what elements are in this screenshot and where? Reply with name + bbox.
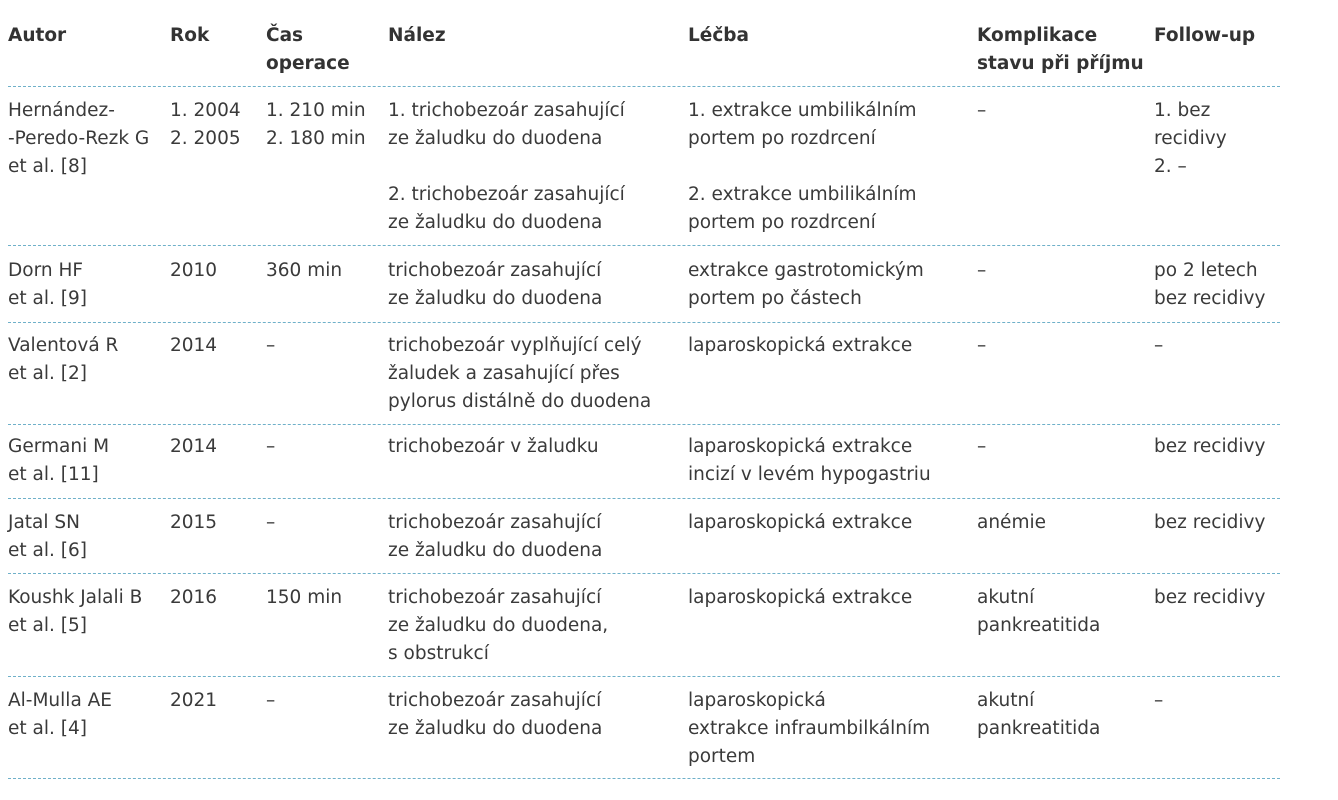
- cell-line: akutní: [977, 587, 1035, 608]
- cell-line: recidivy: [1154, 128, 1227, 149]
- treatment-cell: laparoskopická extrakce: [688, 512, 913, 533]
- time-cell: –: [266, 436, 276, 457]
- row-divider: [8, 573, 1280, 574]
- header-finding: Nález: [388, 25, 446, 46]
- cell-line: et al. [4]: [8, 718, 87, 739]
- cell-line: ze žaludku do duodena: [388, 718, 603, 739]
- year-cell: 2021: [170, 690, 218, 711]
- followup-cell: bez recidivy: [1154, 436, 1266, 457]
- cell-line: Valentová R: [8, 335, 119, 356]
- cell-line: 1. bez: [1154, 100, 1211, 121]
- header-complications-line: stavu při příjmu: [977, 53, 1144, 74]
- cell-line: pankreatitida: [977, 718, 1101, 739]
- cell-line: et al. [2]: [8, 363, 87, 384]
- row-divider: [8, 424, 1280, 425]
- complications-cell: –: [977, 100, 987, 121]
- followup-cell: bez recidivy: [1154, 587, 1266, 608]
- cell-line: et al. [6]: [8, 540, 87, 561]
- header-time-line: operace: [266, 53, 350, 74]
- cell-line: trichobezoár zasahující: [388, 512, 602, 533]
- cell-line: pylorus distálně do duodena: [388, 391, 652, 412]
- year-cell: 2014: [170, 436, 218, 457]
- cell-spacer: [688, 153, 917, 181]
- cell-line: et al. [11]: [8, 464, 99, 485]
- finding-cell: [388, 509, 602, 565]
- complications-cell: –: [977, 436, 987, 457]
- followup-cell: –: [1154, 690, 1164, 711]
- cell-line: Koushk Jalali B: [8, 587, 143, 608]
- author-cell: [8, 584, 142, 640]
- cell-line: 2. extrakce umbilikálním: [688, 184, 917, 205]
- followup-cell: [1154, 257, 1265, 313]
- followup-cell: [1154, 97, 1227, 181]
- cell-line: 2. –: [1154, 156, 1187, 177]
- cell-line: trichobezoár zasahující: [388, 260, 602, 281]
- cell-line: pankreatitida: [977, 615, 1101, 636]
- cell-line: -Peredo-Rezk G: [8, 128, 150, 149]
- cell-line: ze žaludku do duodena,: [388, 615, 609, 636]
- treatment-cell: laparoskopická extrakce: [688, 335, 913, 356]
- cell-line: trichobezoár vyplňující celý: [388, 335, 642, 356]
- cell-line: portem po rozdrcení: [688, 128, 876, 149]
- time-cell: 360 min: [266, 260, 343, 281]
- cell-line: extrakce gastrotomickým: [688, 260, 924, 281]
- cell-line: 2. 180 min: [266, 128, 366, 149]
- header-complications: [977, 22, 1144, 78]
- cell-line: ze žaludku do duodena: [388, 288, 603, 309]
- cell-line: 1. 210 min: [266, 100, 366, 121]
- finding-cell: [388, 97, 625, 237]
- cell-line: 1. trichobezoár zasahující: [388, 100, 625, 121]
- cell-line: Jatal SN: [8, 512, 80, 533]
- treatment-cell: [688, 97, 917, 237]
- cell-line: et al. [9]: [8, 288, 87, 309]
- cell-line: trichobezoár zasahující: [388, 690, 602, 711]
- time-cell: 150 min: [266, 587, 343, 608]
- complications-cell: [977, 584, 1100, 640]
- cell-line: laparoskopická: [688, 690, 826, 711]
- time-cell: –: [266, 335, 276, 356]
- complications-cell: –: [977, 260, 987, 281]
- cell-line: 2. 2005: [170, 128, 241, 149]
- cell-line: ze žaludku do duodena: [388, 128, 603, 149]
- cell-line: žaludek a zasahující přes: [388, 363, 620, 384]
- finding-cell: [388, 584, 608, 668]
- cell-line: portem po částech: [688, 288, 862, 309]
- row-divider: [8, 498, 1280, 499]
- row-divider: [8, 778, 1280, 779]
- header-author: Autor: [8, 25, 67, 46]
- time-cell: –: [266, 690, 276, 711]
- author-cell: [8, 97, 149, 181]
- complications-cell: anémie: [977, 512, 1046, 533]
- cell-line: Dorn HF: [8, 260, 84, 281]
- author-cell: [8, 509, 87, 565]
- cell-line: ze žaludku do duodena: [388, 212, 603, 233]
- cell-line: akutní: [977, 690, 1035, 711]
- cell-line: et al. [8]: [8, 156, 87, 177]
- header-complications-line: Komplikace: [977, 25, 1098, 46]
- finding-cell: [388, 332, 651, 416]
- treatment-cell: [688, 257, 924, 313]
- complications-cell: [977, 687, 1100, 743]
- cell-line: 1. extrakce umbilikálním: [688, 100, 917, 121]
- finding-cell: trichobezoár v žaludku: [388, 436, 599, 457]
- year-cell: 2015: [170, 512, 218, 533]
- author-cell: [8, 332, 118, 388]
- finding-cell: [388, 687, 602, 743]
- header-time: [266, 22, 350, 78]
- year-cell: 2014: [170, 335, 218, 356]
- finding-cell: [388, 257, 602, 313]
- cell-line: Germani M: [8, 436, 110, 457]
- year-cell: 2010: [170, 260, 218, 281]
- cell-line: Hernández-: [8, 100, 115, 121]
- cell-spacer: [388, 153, 625, 181]
- cell-line: s obstrukcí: [388, 643, 489, 664]
- cell-line: ze žaludku do duodena: [388, 540, 603, 561]
- cell-line: Al-Mulla AE: [8, 690, 112, 711]
- header-followup: Follow-up: [1154, 25, 1256, 46]
- treatment-cell: [688, 687, 930, 771]
- cell-line: extrakce infraumbilkálním: [688, 718, 931, 739]
- treatment-cell: [688, 433, 931, 489]
- cell-line: portem po rozdrcení: [688, 212, 876, 233]
- time-cell: [266, 97, 366, 153]
- time-cell: –: [266, 512, 276, 533]
- header-time-line: Čas: [266, 25, 304, 46]
- author-cell: [8, 687, 112, 743]
- complications-cell: –: [977, 335, 987, 356]
- header-treatment: Léčba: [688, 25, 750, 46]
- row-divider: [8, 86, 1280, 87]
- author-cell: [8, 257, 87, 313]
- treatment-cell: laparoskopická extrakce: [688, 587, 913, 608]
- cell-line: et al. [5]: [8, 615, 87, 636]
- author-cell: [8, 433, 109, 489]
- row-divider: [8, 676, 1280, 677]
- followup-cell: bez recidivy: [1154, 512, 1266, 533]
- year-cell: 2016: [170, 587, 218, 608]
- followup-cell: –: [1154, 335, 1164, 356]
- row-divider: [8, 322, 1280, 323]
- cell-line: 1. 2004: [170, 100, 241, 121]
- cell-line: incizí v levém hypogastriu: [688, 464, 931, 485]
- cell-line: bez recidivy: [1154, 288, 1266, 309]
- cell-line: po 2 letech: [1154, 260, 1258, 281]
- row-divider: [8, 245, 1280, 246]
- cell-line: 2. trichobezoár zasahující: [388, 184, 625, 205]
- header-year: Rok: [170, 25, 210, 46]
- cell-line: portem: [688, 746, 756, 767]
- cell-line: trichobezoár zasahující: [388, 587, 602, 608]
- cell-line: laparoskopická extrakce: [688, 436, 913, 457]
- year-cell: [170, 97, 241, 153]
